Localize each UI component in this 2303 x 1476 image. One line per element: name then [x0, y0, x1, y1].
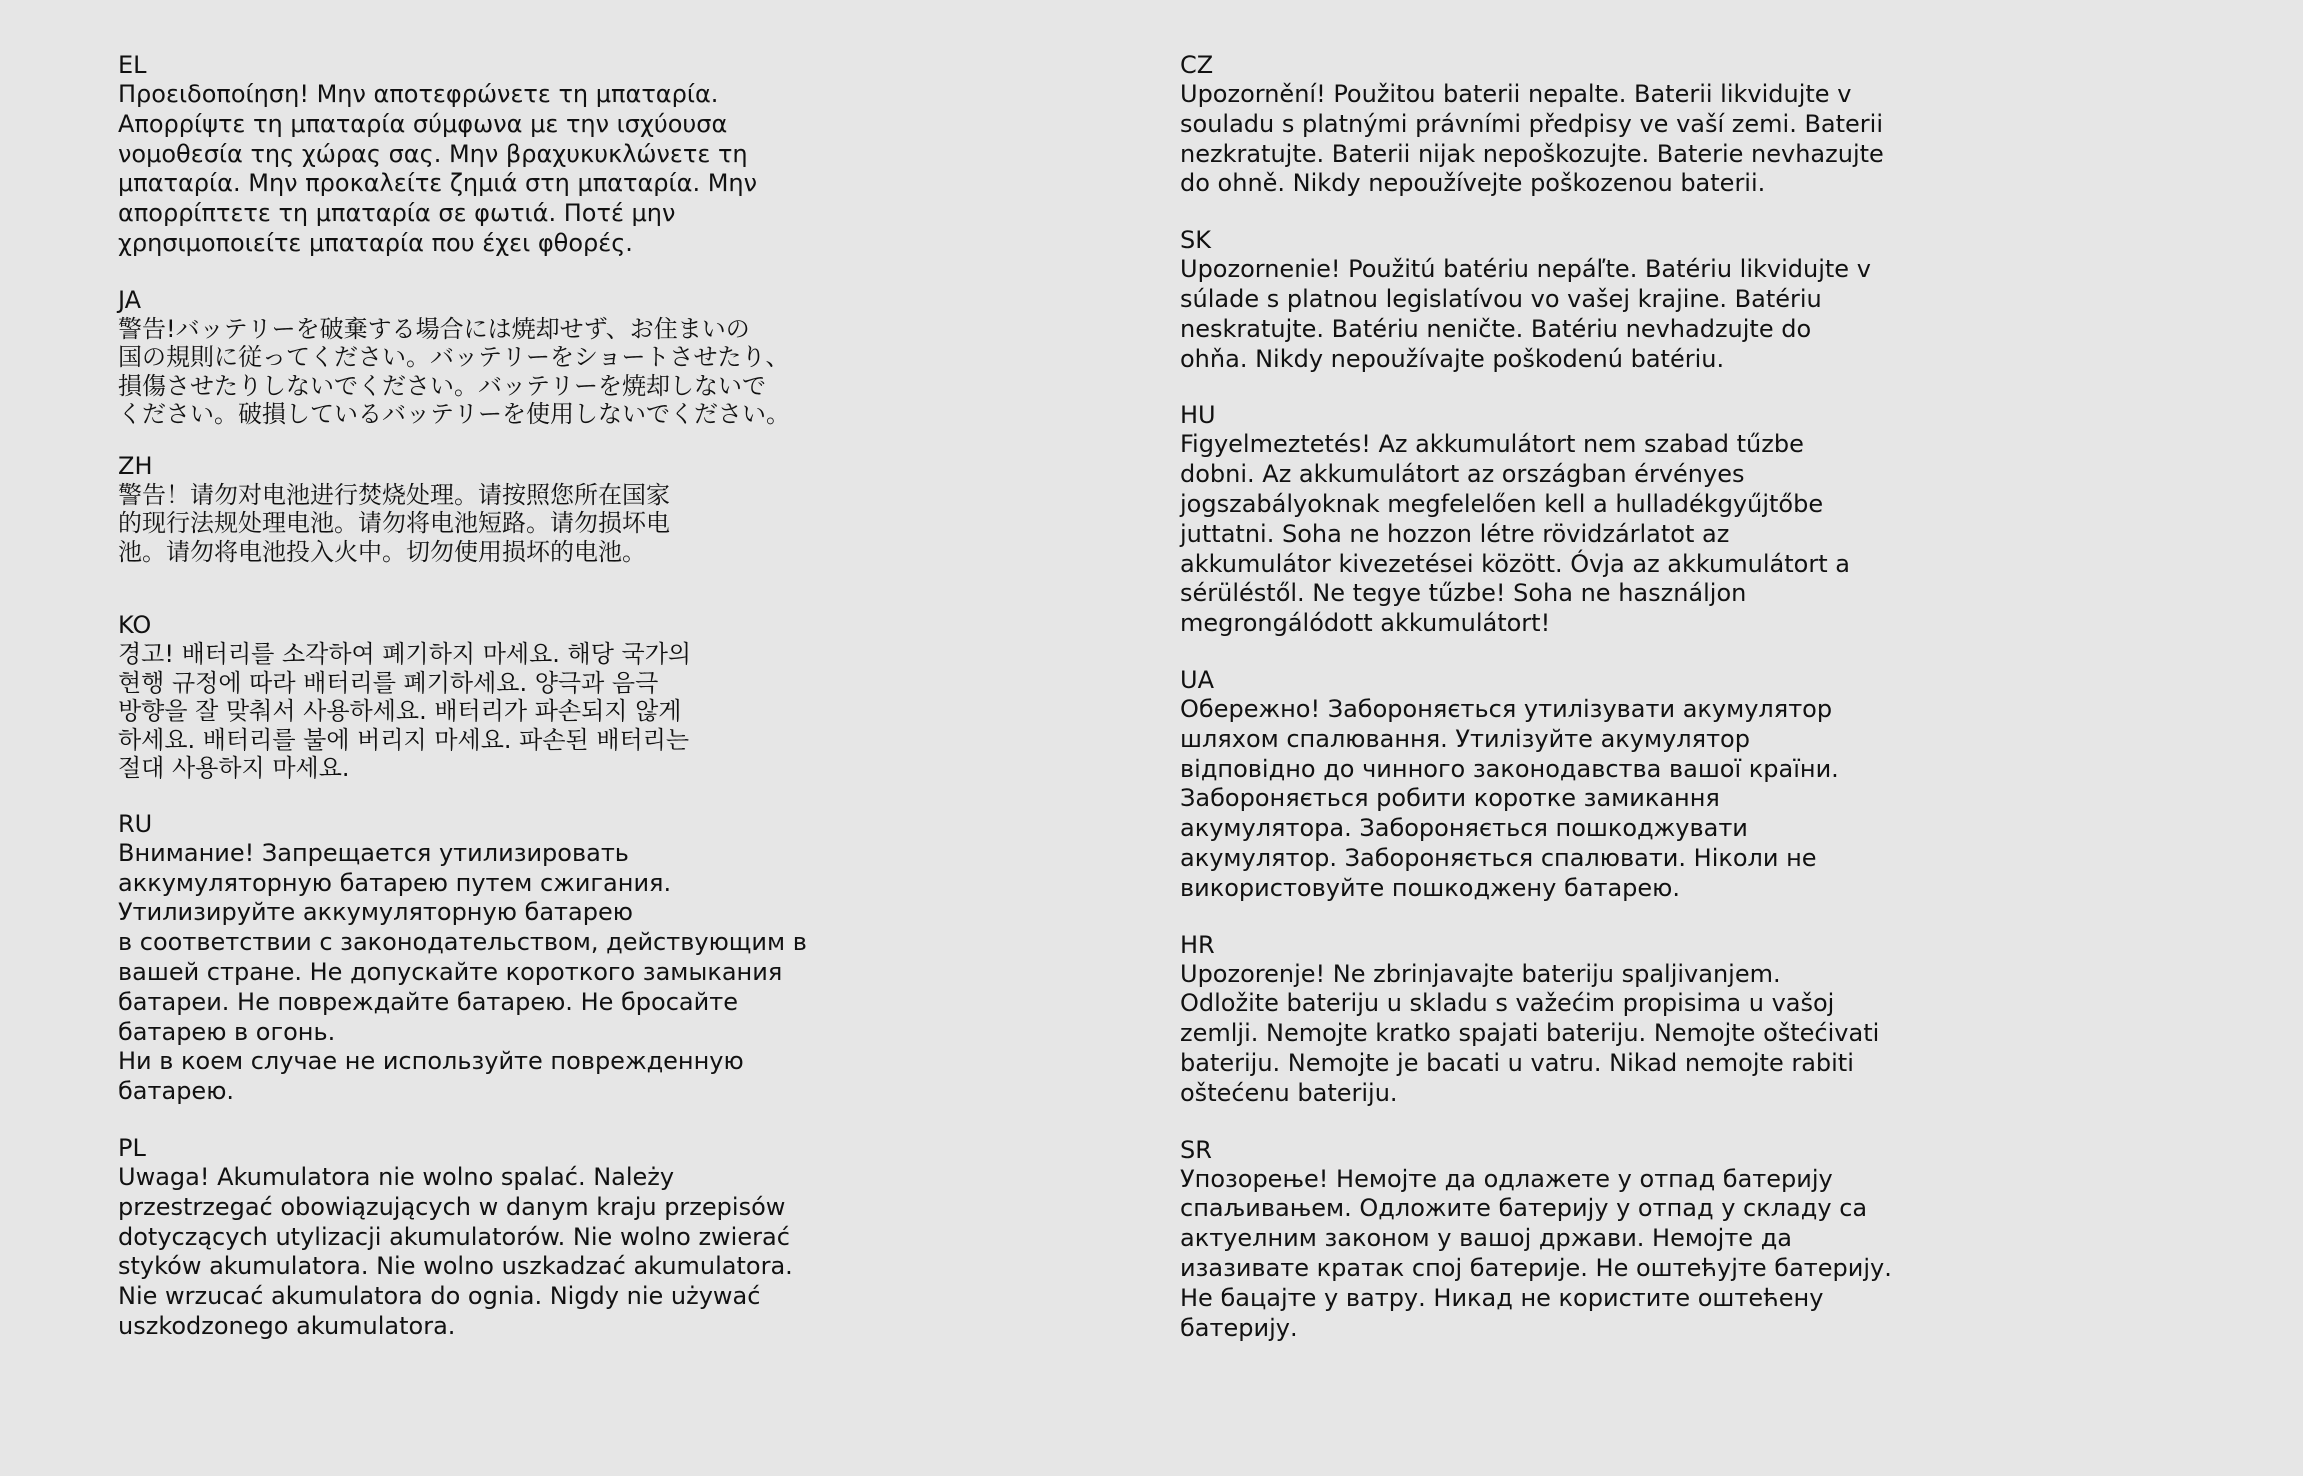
section-pl: [118, 1133, 878, 1342]
language-code: EL: [118, 51, 147, 79]
warning-text: Uwaga! Akumulatora nie wolno spalać. Należy przestrzegać obowiązujących w danym kraju przepisów dotyczących utylizacji akumulatorów. Nie wolno zwierać styków akumulatora. Nie wolno uszkadzać akumulatora. Nie wrzucać akumulatora do ognia. Nigdy nie używać uszkodzonego akumulatora.: [118, 1162, 793, 1340]
warning-text: 警告!バッテリーを破棄する場合には焼却せず、お住まいの 国の規則に従ってください。バッテリーをショートさせたり、 損傷させたりしないでください。バッテリーを焼却しないで ください。破損しているバッテリーを使用しないでください。: [118, 314, 790, 429]
language-code: HU: [1180, 401, 1216, 430]
section-hr: [1180, 930, 1940, 1109]
language-code: SR: [1180, 1135, 1212, 1164]
language-code: PL: [118, 1133, 146, 1162]
language-code: UA: [1180, 665, 1214, 694]
warning-text: Upozorenje! Ne zbrinjavajte bateriju spaljivanjem. Odložite bateriju u skladu s važećim propisima u vašoj zemlji. Nemojte kratko spajati bateriju. Nemojte oštećivati bateriju. Nemojte je bacati u vatru. Nikad nemojte rabiti oštećenu bateriju.: [1180, 959, 1880, 1107]
language-code: SK: [1180, 226, 1211, 255]
warning-text: Обережно! Забороняється утилізувати акумулятор шляхом спалювання. Утилізуйте акумулятор відповідно до чинного законодавства вашої країни. Забороняється робити коротке замикання акумулятора. Забороняється пошкоджувати акумулятор. Забороняється спалювати. Ніколи не використовуйте пошкоджену батарею.: [1180, 694, 1839, 902]
language-code: JA: [118, 285, 142, 314]
warning-text: Upozornenie! Použitú batériu nepáľte. Batériu likvidujte v súlade s platnou legislatívou vo vašej krajine. Batériu neskratujte. Batériu neničte. Batériu nevhadzujte do ohňa. Nikdy nepoužívajte poškodenú batériu.: [1180, 255, 1871, 373]
warning-text: Upozornění! Použitou baterii nepalte. Baterii likvidujte v souladu s platnými právními předpisy ve vaší zemi. Baterii nezkratujte. Baterii nijak nepoškozujte. Baterie nevhazujte do ohně. Nikdy nepoužívejte poškozenou baterii.: [1180, 80, 1884, 198]
language-code: KO: [118, 611, 152, 640]
section-hu: [1180, 400, 1940, 639]
language-code: ZH: [118, 451, 153, 480]
language-code: CZ: [1180, 51, 1214, 79]
warning-text: Figyelmeztetés! Az akkumulátort nem szabad tűzbe dobni. Az akkumulátort az országban érvényes jogszabályoknak megfelelően kell a hulladékgyűjtőbe juttatni. Soha ne hozzon létre rövidzárlatot az akkumulátor kivezetései között. Óvja az akkumulátort a sérüléstől. Ne tegye tűzbe! Soha ne használjon megrongálódott akkumulátort!: [1180, 430, 1850, 638]
warning-text: 경고! 배터리를 소각하여 폐기하지 마세요. 해당 국가의 현행 규정에 따라 배터리를 폐기하세요. 양극과 음극 방향을 잘 맞춰서 사용하세요. 배터리가 파손되지 않게 하세요. 배터리를 불에 버리지 마세요. 파손된 배터리는 절대 사용하지 마세요.: [118, 640, 692, 783]
section-ko: [118, 610, 878, 783]
section-ja: [118, 285, 878, 429]
section-sk: [1180, 225, 1940, 374]
warning-text: Внимание! Запрещается утилизировать аккумуляторную батарею путем сжигания. Утилизируйте аккумуляторную батарею в соответствии с законодательством, действующим в вашей стране. Не допускайте короткого замыкания батареи. Не повреждайте батарею. Не бросайте батарею в огонь. Ни в коем случае не используйте поврежденную батарею.: [118, 838, 807, 1106]
warning-text: 警告！请勿对电池进行焚烧处理。请按照您所在国家 的现行法规处理电池。请勿将电池短路。请勿损坏电 池。请勿将电池投入火中。切勿使用损坏的电池。: [118, 480, 670, 566]
section-ua: [1180, 665, 1940, 904]
language-code: HR: [1180, 930, 1215, 959]
section-ru: [118, 809, 878, 1107]
warning-text: Προειδοποίηση! Μην αποτεφρώνετε τη μπαταρία. Απορρίψτε τη μπαταρία σύμφωνα με την ισχύουσα νομοθεσία της χώρας σας. Μην βραχυκυκλώνετε τη μπαταρία. Μην προκαλείτε ζημιά στη μπαταρία. Μην απορρίπτετε τη μπαταρία σε φωτιά. Ποτέ μην χρησιμοποιείτε μπαταρία που έχει φθορές.: [118, 80, 758, 257]
language-code: RU: [118, 809, 153, 838]
left-column: [118, 50, 878, 1342]
section-cz: [1180, 50, 1940, 199]
warning-text: Упозорење! Немојте да одлажете у отпад батерију спаљивањем. Одложите батерију у отпад у складу са актуелним законом у вашој држави. Немојте да изазивате кратак спој батерије. Не оштећујте батерију. Не бацајте у ватру. Никад не користите оштећену батерију.: [1180, 1164, 1892, 1342]
section-zh: [118, 451, 878, 567]
section-sr: [1180, 1135, 1940, 1344]
right-column: [1180, 50, 1940, 1343]
section-el: [118, 50, 878, 259]
